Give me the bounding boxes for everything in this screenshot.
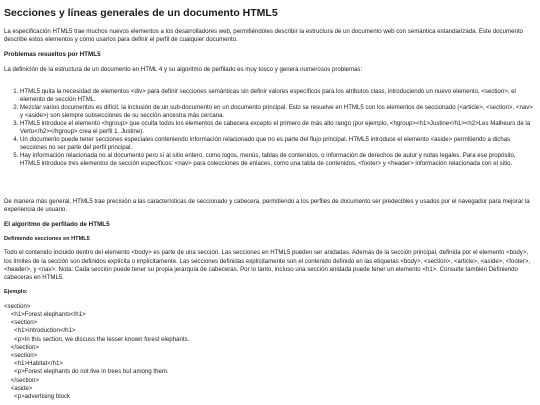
subsection-heading: Definiendo secciones en HTML5 bbox=[4, 236, 90, 243]
section-heading-algorithm: El algoritmo de perfilado de HTML5 bbox=[4, 221, 110, 229]
list-item: 1. HTML5 quita la necesidad de elementos <div> para definir secciones semánticas sin definir valores específicos para los atributos class, introduciendo un nuevo elemento, <section>, el elemento de sección HTML. bbox=[20, 88, 536, 104]
intro-paragraph: La especificación HTML5 trae muchos nuevos elementos a los desarrolladores web, permitiéndoles describir la estructura de un documento web con semántica estandarizada. Este documento describe estos elementos y cómo usarlos para definir el perfil de cualquier documento. bbox=[4, 28, 523, 44]
subsection-paragraph: Todo el contenido incluido dentro del elemento <body> es parte de una sección. Las secciones en HTML5 pueden ser anidadas. Además de la sección principal, definida por el elemento <body>, los límites de la sección son definidos explícita o implícitamente. Las secciones definidas explícitamente son el contenido definido en las etiquetas <body>, <section>, <article>, <aside>, <footer>, <header>, y <nav>. Nota: Cada sección puede tener su propia jerarquía de cabeceras. Por lo tanto, incluso una sección anidada puede tener un elemento <h1>. Consulte también Definiendo cabeceras en HTML5. bbox=[4, 249, 531, 281]
example-label: Ejemplo: bbox=[4, 288, 28, 295]
list-item: 2. Mezclar varios documentos es difícil: la inclusión de un sub-documento en un documento principal. Esto se resuelve en HTML5 con los elementos de seccionado (<article>, <section>, <nav> y <aside>) son siempre subsecciones de su sección ancestra más cercana. bbox=[20, 104, 536, 120]
list-item: 3. HTML5 introduce el elemento <hgroup> que oculta todos los elementos de cabecera excepto el primero de más alto rango (por ejemplo, <hgroup><h1>Justine</h1><h2>Les Malheurs de la Vertu</h2></hgroup> crea el perfil 1. Justine). bbox=[20, 120, 536, 136]
problems-intro: La definición de la estructura de un documento en HTML 4 y su algoritmo de perfilado es muy tosco y genera numerosos problemas: bbox=[4, 66, 363, 74]
page-title: Secciones y líneas generales de un documento HTML5 bbox=[4, 7, 278, 19]
code-example: <section> <h1>Forest elephants</h1> <section> <h1>Introduction</h1> <p>In this section, we discuss the lesser known forest elephants. </section> <section> <h1>Habitat</h1> <p>Forest elephants do not live in trees but among them. </section> <aside> <p>advertising block bbox=[4, 302, 190, 401]
list-item: 5. Hay información relacionada no al documento pero sí al sitio entero, como logos, menús, tablas de contenidos, o información de derechos de autor y notas legales. Para ese propósito, HTML5 introduce tres elementos de sección específicos: <nav> para colecciones de enlaces, como una tabla de contenidos, <footer> y <header> información relacionada con el sitio. bbox=[20, 152, 536, 168]
section-heading-problems: Problemas resueltos por HTML5 bbox=[4, 51, 101, 59]
list-item: 4. Un documento puede tener secciones especiales conteniendo información relacionado que no es parte del flujo principal. HTML5 introduce el elemento <aside> permitiendo a dichas secciones no ser parte del perfil principal. bbox=[20, 136, 536, 152]
summary-paragraph: De manera más general, HTML5 trae precisión a las características de seccionado y cabecera, permitiendo a los perfiles de documento ser predecibles y usados por el navegador para mejorar la experiencia de usuario. bbox=[4, 198, 530, 214]
problems-list bbox=[4, 88, 536, 168]
